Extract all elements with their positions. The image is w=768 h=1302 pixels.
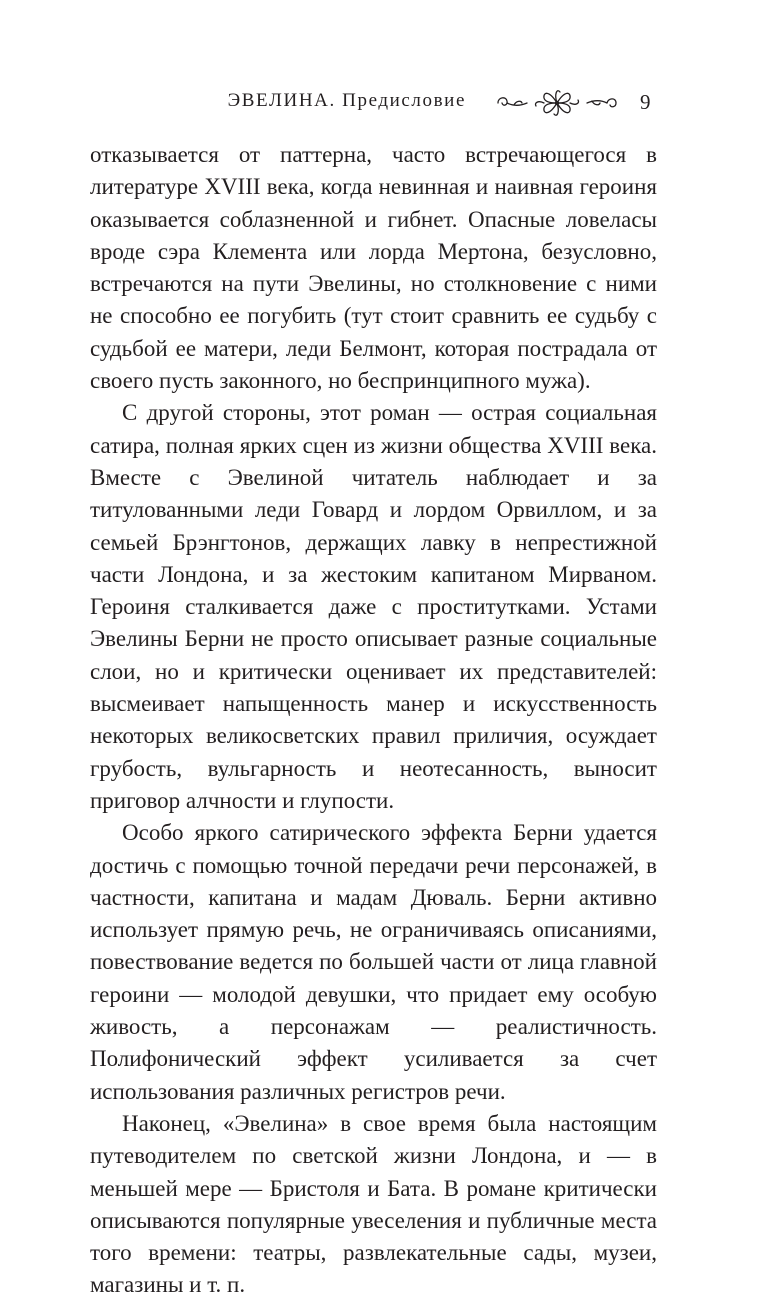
running-header xyxy=(0,86,768,126)
floral-ornament-icon xyxy=(494,86,620,120)
running-title: ЭВЕЛИНА. Предисловие xyxy=(227,90,466,111)
paragraph-continuation: отказывается от паттерна, часто встречающегося в литературе XVIII века, когда невинная и наивная героиня оказывается соблазненной и гибнет. Опасные ловеласы вроде сэра Клемента или лорда Мертона, безусловно, встречаются на пути Эвелины, но столкновение с ними не способно ее погубить (тут стоит сравнить ее судьбу с судьбой ее матери, леди Белмонт, которая пострадала от своего пусть законного, но беспринципного мужа). xyxy=(90,142,657,394)
page-number: 9 xyxy=(640,90,651,114)
paragraph-social-satire: С другой стороны, этот роман — острая социальная сатира, полная ярких сцен из жизни общества XVIII века. Вместе с Эвелиной читатель наблюдает и за титулованными леди Говард и лордом Орвиллом, и за семьей Брэнгтонов, держащих лавку в непрестижной части Лондона, и за жестоким капитаном Мирваном. Героиня сталкивается даже с проститутками. Устами Эвелины Берни не просто описывает разные социальные слои, но и критически оценивает их представителей: высмеивает напыщенность манер и искусственность некоторых великосветских правил приличия, осуждает грубость, вульгарность и неотесанность, выносит приговор алчности и глупости. xyxy=(90,400,657,813)
paragraph-speech-effect: Особо яркого сатирического эффекта Берни удается достичь с помощью точной передачи речи персонажей, в частности, капитана и мадам Дюваль. Берни активно использует прямую речь, не ограничиваясь описаниями, повествование ведется по большей части от лица главной героини — молодой девушки, что придает ему особую живость, а персонажам — реалистичность. Полифонический эффект усиливается за счет использования различных регистров речи. xyxy=(90,820,657,1104)
body-text xyxy=(90,139,657,1302)
paragraph-london-guide: Наконец, «Эвелина» в свое время была настоящим путеводителем по светской жизни Лондона, и — в меньшей мере — Бристоля и Бата. В романе критически описываются популярные увеселения и публичные места того времени: театры, развлекательные сады, музеи, магазины и т. п. xyxy=(90,1110,657,1298)
